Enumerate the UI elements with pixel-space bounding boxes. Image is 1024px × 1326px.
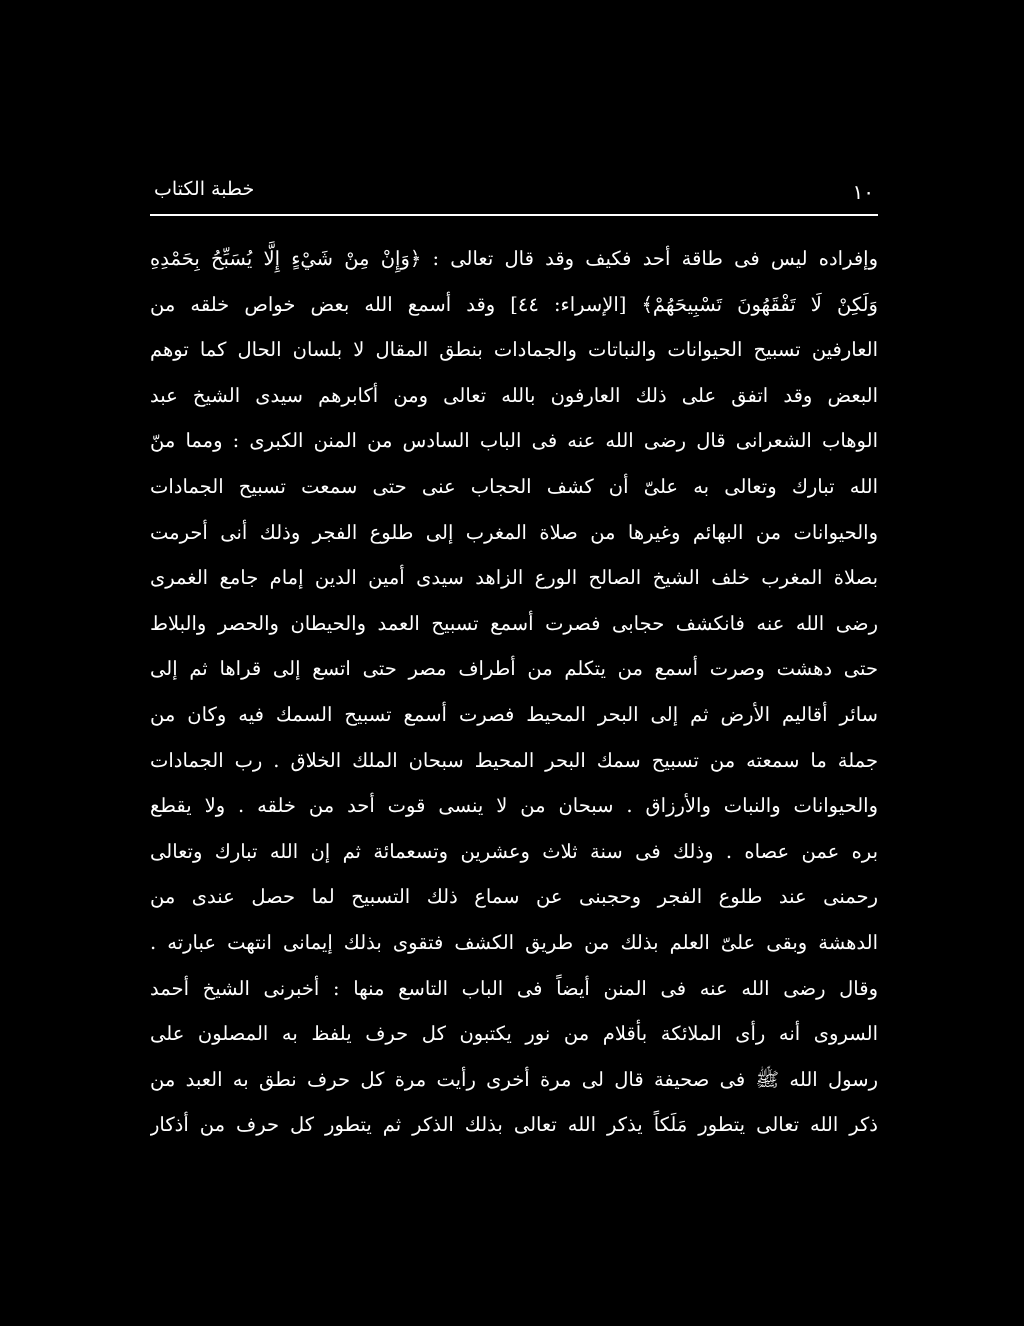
- text-line: رضى الله عنه فانكشف حجابى فصرت أسمع تسبيح العمد والحيطان والحصر والبلاط: [150, 611, 878, 635]
- text-line: والحيوانات من البهائم وغيرها من صلاة المغرب إلى طلوع الفجر وذلك أنى أحرمت: [150, 520, 878, 544]
- text-line: رحمنى عند طلوع الفجر وحجبنى عن سماع ذلك التسبيح لما حصل عندى من: [150, 885, 878, 909]
- header-rule: [150, 214, 878, 216]
- text-line: بصلاة المغرب خلف الشيخ الصالح الورع الزاهد سيدى أمين الدين إمام جامع الغمرى: [150, 566, 878, 590]
- text-line: العارفين تسبيح الحيوانات والنباتات والجمادات بنطق المقال لا بلسان الحال كما توهم: [150, 338, 878, 362]
- text-line: حتى دهشت وصرت أسمع من يتكلم من أطراف مصر حتى اتسع إلى قراها ثم إلى: [150, 657, 878, 681]
- text-line: السروى أنه رأى الملائكة بأقلام من نور يكتبون كل حرف يلفظ به المصلون على: [150, 1022, 878, 1046]
- book-page: [150, 178, 878, 1178]
- page-number: ١٠: [852, 180, 874, 204]
- text-line: البعض وقد اتفق على ذلك العارفون بالله تعالى ومن أكابرهم سيدى الشيخ عبد: [150, 383, 878, 407]
- text-line: الله تبارك وتعالى به علىّ أن كشف الحجاب عنى حتى سمعت تسبيح الجمادات: [150, 474, 878, 498]
- text-line: ذكر الله تعالى يتطور مَلَكاً يذكر الله تعالى بذلك الذكر ثم يتطور كل حرف من أذكار: [150, 1113, 878, 1137]
- text-line: سائر أقاليم الأرض ثم إلى البحر المحيط فصرت أسمع تسبيح السمك فيه وكان من: [150, 702, 878, 726]
- text-line: والحيوانات والنبات والأرزاق . سبحان من لا ينسى قوت أحد من خلقه . ولا يقطع: [150, 794, 878, 818]
- text-line: الدهشة وبقى علىّ العلم بذلك من طريق الكشف فتقوى بذلك إيمانى انتهت عبارته .: [150, 930, 878, 954]
- page-header: [150, 178, 878, 208]
- body-text: [150, 236, 878, 1148]
- text-line: جملة ما سمعته من تسبيح سمك البحر المحيط سبحان الملك الخلاق . رب الجمادات: [150, 748, 878, 772]
- text-line: الوهاب الشعرانى قال رضى الله عنه فى الباب السادس من المنن الكبرى : ومما منّ: [150, 429, 878, 453]
- running-title: خطبة الكتاب: [154, 178, 255, 200]
- text-line: وَلَكِنْ لَا تَفْقَهُونَ تَسْبِيحَهُمْ﴾ [الإسراء: ٤٤] وقد أسمع الله بعض خواص خلقه من: [150, 292, 878, 316]
- text-line: وإفراده ليس فى طاقة أحد فكيف وقد قال تعالى : ﴿وَإِنْ مِنْ شَيْءٍ إِلَّا يُسَبِّحُ بِحَمْدِهِ: [150, 247, 878, 270]
- text-line: رسول الله ﷺ فى صحيفة قال لى مرة أخرى رأيت مرة كل حرف نطق به العبد من: [150, 1067, 878, 1091]
- text-line: وقال رضى الله عنه فى المنن أيضاً فى الباب التاسع منها : أخبرنى الشيخ أحمد: [150, 976, 878, 1000]
- text-line: بره عمن عصاه . وذلك فى سنة ثلاث وعشرين وتسعمائة ثم إن الله تبارك وتعالى: [150, 839, 878, 863]
